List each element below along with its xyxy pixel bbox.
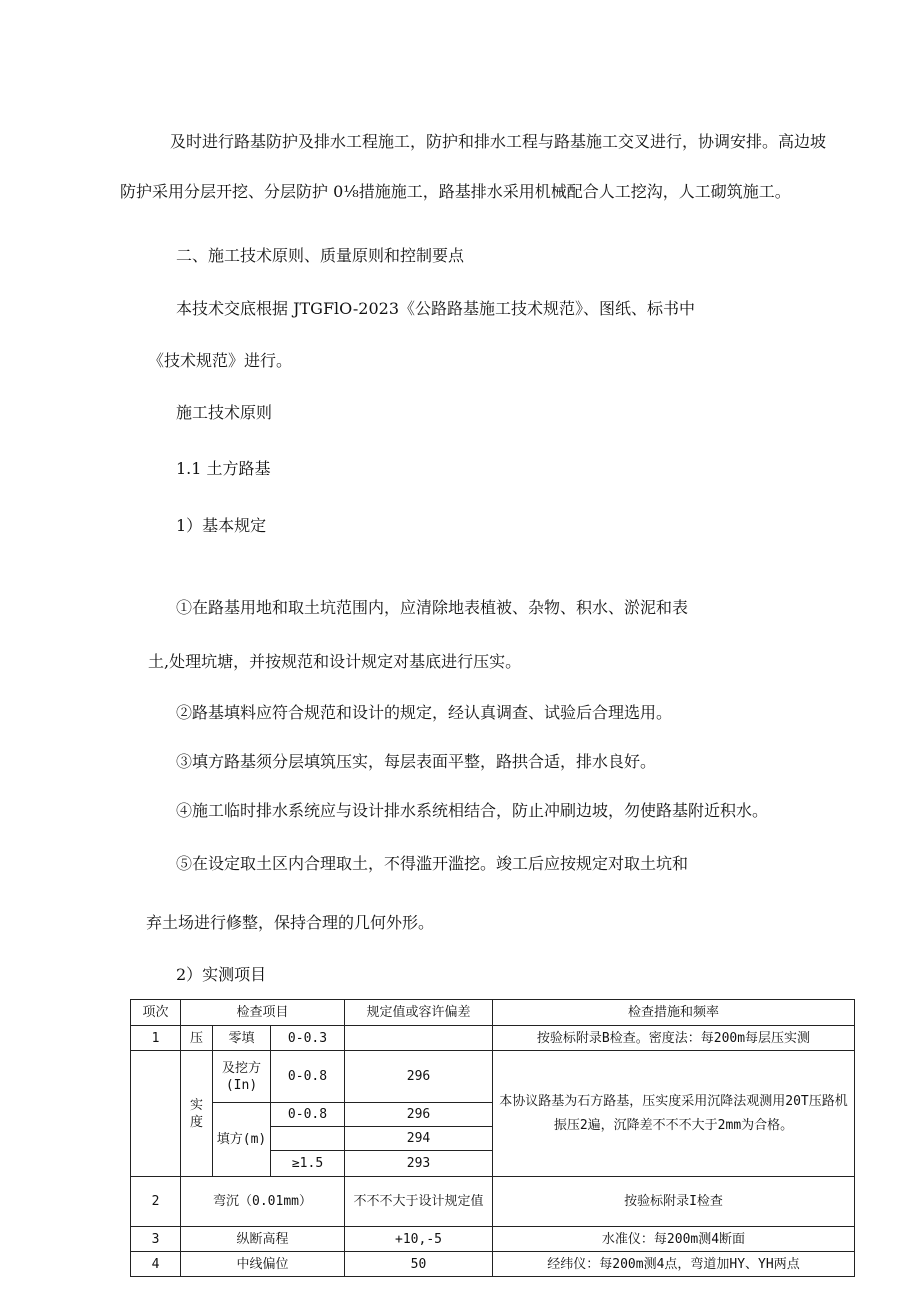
zero-fill-label: 零填 bbox=[213, 1026, 271, 1051]
row-method: 按验标附录B检查。密度法：每200m每层压实测 bbox=[493, 1026, 855, 1051]
excavation-range: 0-0.8 bbox=[271, 1051, 345, 1103]
paragraph-line: 弃土场进行修整，保持合理的几何外形。 bbox=[146, 913, 435, 932]
row-item: 纵断高程 bbox=[181, 1227, 345, 1252]
zero-fill-value bbox=[345, 1026, 493, 1051]
table-header-row bbox=[131, 1000, 855, 1026]
paragraph-line: ③填方路基须分层填筑压实，每层表面平整，路拱合适，排水良好。 bbox=[176, 752, 657, 771]
row-no: 3 bbox=[131, 1227, 181, 1252]
excavation-label: 及挖方(In) bbox=[213, 1051, 271, 1103]
fill-range: 0-0.8 bbox=[271, 1103, 345, 1127]
subheading: 1）基本规定 bbox=[176, 516, 267, 535]
paragraph-line: ①在路基用地和取土坑范围内，应清除地表植被、杂物、积水、淤泥和表 bbox=[176, 598, 689, 617]
header-method: 检查措施和频率 bbox=[493, 1000, 855, 1026]
paragraph-line: 土,处理坑塘，并按规范和设计规定对基底进行压实。 bbox=[148, 652, 522, 671]
fill-value: 293 bbox=[345, 1151, 493, 1177]
compaction-label: 实度 bbox=[181, 1051, 213, 1177]
table-row bbox=[131, 1026, 855, 1051]
table-row bbox=[131, 1252, 855, 1277]
compaction-note: 本协议路基为石方路基，压实度采用沉降法观测用20T压路机振压2遍，沉降差不不不大于2mm为合格。 bbox=[493, 1051, 855, 1177]
paragraph-line: 及时进行路基防护及排水工程施工，防护和排水工程与路基施工交叉进行，协调安排。高边坡 bbox=[170, 132, 827, 151]
row-method: 按验标附录I检查 bbox=[493, 1177, 855, 1227]
table-row bbox=[131, 1177, 855, 1227]
row-item: 中线偏位 bbox=[181, 1252, 345, 1277]
subheading: 2）实测项目 bbox=[176, 965, 267, 984]
zero-fill-range: 0-0.3 bbox=[271, 1026, 345, 1051]
fill-value: 294 bbox=[345, 1127, 493, 1151]
paragraph-line: ⑤在设定取土区内合理取土，不得滥开滥挖。竣工后应按规定对取土坑和 bbox=[176, 854, 689, 873]
row-no-empty bbox=[131, 1051, 181, 1177]
row-tolerance: +10,-5 bbox=[345, 1227, 493, 1252]
fill-value: 296 bbox=[345, 1103, 493, 1127]
subheading: 施工技术原则 bbox=[176, 403, 273, 422]
paragraph-line: ②路基填料应符合规范和设计的规定，经认真调查、试验后合理选用。 bbox=[176, 703, 673, 722]
fill-range bbox=[271, 1127, 345, 1151]
paragraph-line: 《技术规范》进行。 bbox=[148, 351, 293, 370]
subheading: 1.1 土方路基 bbox=[176, 459, 271, 478]
fill-range: ≥1.5 bbox=[271, 1151, 345, 1177]
paragraph-line: ④施工临时排水系统应与设计排水系统相结合，防止冲刷边坡，勿使路基附近积水。 bbox=[176, 801, 769, 820]
header-tolerance: 规定值或容许偏差 bbox=[345, 1000, 493, 1026]
table-row bbox=[131, 1051, 855, 1103]
section-heading: 二、施工技术原则、质量原则和控制要点 bbox=[176, 246, 465, 265]
inspection-table bbox=[130, 999, 855, 1277]
row-no: 4 bbox=[131, 1252, 181, 1277]
header-no: 项次 bbox=[131, 1000, 181, 1026]
row-method: 经纬仪：每200m测4点，弯道加HY、YH两点 bbox=[493, 1252, 855, 1277]
table-row bbox=[131, 1227, 855, 1252]
row-item: 弯沉（0.01mm） bbox=[181, 1177, 345, 1227]
header-item: 检查项目 bbox=[181, 1000, 345, 1026]
paragraph-line: 防护采用分层开挖、分层防护 0⅛措施施工，路基排水采用机械配合人工挖沟，人工砌筑施工。 bbox=[120, 182, 791, 201]
row-tolerance: 不不不大于设计规定值 bbox=[345, 1177, 493, 1227]
row-method: 水准仪：每200m测4断面 bbox=[493, 1227, 855, 1252]
compaction-char: 压 bbox=[181, 1026, 213, 1051]
row-tolerance: 50 bbox=[345, 1252, 493, 1277]
row-no: 2 bbox=[131, 1177, 181, 1227]
fill-label: 填方(m) bbox=[213, 1103, 271, 1177]
row-no: 1 bbox=[131, 1026, 181, 1051]
excavation-value: 296 bbox=[345, 1051, 493, 1103]
paragraph-line: 本技术交底根据 JTGFlO-2023《公路路基施工技术规范》、图纸、标书中 bbox=[176, 299, 696, 318]
